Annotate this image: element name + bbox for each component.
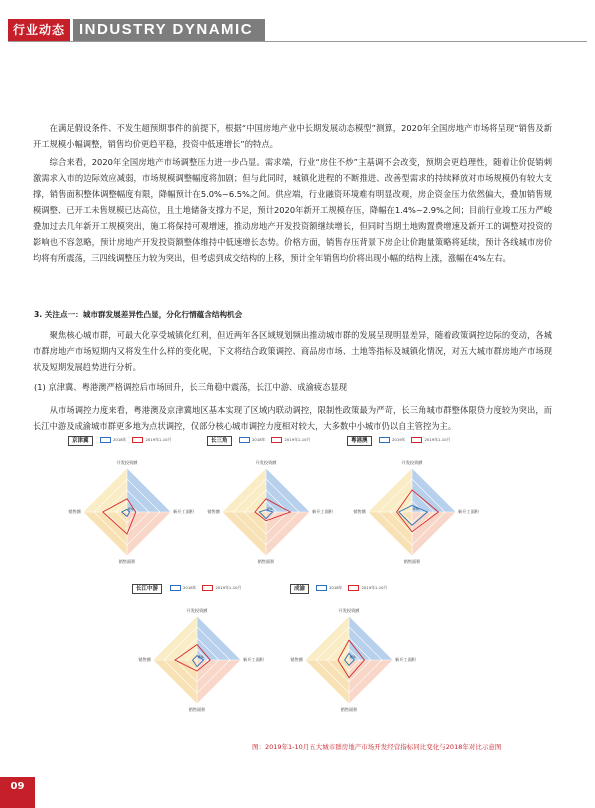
axis-label-top: 开发投资额: [338, 608, 360, 613]
axis-label-bottom: 销售面积: [257, 559, 275, 564]
legend-label: 2018年: [113, 437, 127, 442]
chart-legend: [379, 437, 450, 443]
paragraph-4: 从市场调控力度来看，粤港澳及京津冀地区基本实现了区域内联动调控，限制性政策最为严苛，长三角城市群整体限贷力度较为突出，而长江中游及成渝城市群更多地为点状调控，仅部分核心城市调控力度相对较大，大多数中小城市仍以自主管控为主。: [33, 405, 552, 431]
axis-label-left: 销售额: [353, 509, 366, 514]
legend-item: [316, 585, 342, 591]
axis-label-left: 销售额: [138, 657, 151, 662]
chart-legend: [100, 437, 171, 443]
axis-label-right: 新开工面积: [312, 509, 333, 514]
radar-plot: [290, 584, 408, 726]
axis-label-top: 开发投资额: [401, 460, 423, 465]
radar-plot: [347, 436, 477, 578]
axis-label-top: 开发投资额: [186, 608, 208, 613]
legend-item: [411, 437, 450, 443]
axis-label-bottom: 销售面积: [403, 559, 421, 564]
legend-swatch: [316, 585, 327, 591]
axis-label-left: 销售额: [68, 509, 81, 514]
center-label: 0%: [413, 507, 419, 511]
legend-swatch: [411, 437, 422, 443]
legend-label: 2019年: [392, 437, 406, 442]
radar-plot: [207, 436, 325, 578]
legend-swatch: [170, 585, 181, 591]
intro-block: [33, 120, 552, 266]
axis-label-bottom: 销售面积: [118, 559, 136, 564]
legend-label: 2019年1-10月: [284, 437, 311, 442]
paragraph-1: 在满足假设条件、不发生超预期事件的前提下，根据“中国房地产业中长期发展动态模型”测算，2020年全国房地产市场将呈现“销售及新开工规模小幅调整，销售均价更趋平稳，投资中低速增长”的特点。: [33, 123, 552, 149]
radar-plot: [132, 584, 262, 726]
legend-label: 2019年1-10月: [145, 437, 172, 442]
legend-label: 2019年1-10月: [361, 585, 388, 590]
legend-label: 2019年1-10月: [215, 585, 242, 590]
legend-swatch: [379, 437, 390, 443]
radar-chart: [207, 436, 333, 578]
axis-label-bottom: 销售面积: [188, 707, 206, 712]
chart-legend: [239, 437, 310, 443]
legend-swatch: [202, 585, 213, 591]
legend-label: 2018年: [183, 585, 197, 590]
radar-chart: [290, 584, 416, 726]
legend-label: 2018年: [329, 585, 343, 590]
legend-item: [132, 437, 171, 443]
radar-chart: [68, 436, 194, 578]
page-number: 09: [0, 777, 35, 808]
chart-title: 京津冀: [68, 436, 93, 446]
radar-chart: [132, 584, 262, 726]
paragraph-2: 综合来看，2020年全国房地产市场调整压力进一步凸显。需求端，行业“房住不炒”主基调不会改变，预期会更趋理性，随着让价促销刺激需求入市的边际效应减弱，市场规模调整幅度将加剧；但与此同时，城镇化进程的不断推进、改善型需求的持续释放对市场规模仍有较大支撑，销售面积整体调整幅度有限，降幅预计在5.0%~6.5%之间。供应端，行业融资环境难有明显改观，房企资金压力依然偏大，叠加销售规模调整、已开工未售规模已达高位，且土地储备支撑力不足，预计2020年新开工规模存压，降幅在1.4%~2.9%之间；目前行业竣工压力严峻叠加过去几年新开工规模突出，施工将保持可观增速，推动房地产开发投资额继续增长，但同时当期土地购置费增速及新开工的调整对投资的影响也不容忽略，预计房地产开发投资额整体维持中低速增长态势。价格方面，销售存压背景下房企让价跑量策略将延续，预计各线城市房价均将有所震荡，三四线调整压力较为突出，但考虑到成交结构的上移，预计全年销售均价将出现小幅的结构上涨，涨幅在4%左右。: [33, 157, 552, 263]
chart-legend: [316, 585, 387, 591]
legend-item: [100, 437, 126, 443]
center-label: 0%: [350, 655, 356, 659]
paragraph-3: 聚焦核心城市群，可最大化享受城镇化红利，但近两年各区域规划频出推动城市群的发展呈现明显差异，随着政策调控边际的变动，各城市群房地产市场短期内又将发生什么样的变化呢，下文将结合政策调控、商品房市场、土地等指标及城镇化情况，对五大城市群房地产市场现状及短期发展趋势进行分析。: [33, 330, 552, 372]
chart-title: 长三角: [207, 436, 232, 446]
axis-label-bottom: 销售面积: [340, 707, 358, 712]
axis-label-right: 新开工面积: [458, 509, 479, 514]
center-label: 0%: [198, 655, 204, 659]
legend-swatch: [239, 437, 250, 443]
legend-item: [170, 585, 196, 591]
section-title-cn: 行业动态: [8, 19, 70, 41]
legend-item: [239, 437, 265, 443]
legend-item: [202, 585, 241, 591]
center-label: 0%: [267, 507, 273, 511]
legend-label: 2018年: [252, 437, 266, 442]
paragraph-4-block: [33, 402, 552, 434]
legend-item: [379, 437, 405, 443]
legend-item: [271, 437, 310, 443]
axis-label-left: 销售额: [290, 657, 303, 662]
axis-label-right: 新开工面积: [395, 657, 416, 662]
axis-label-left: 销售额: [207, 509, 220, 514]
axis-label-top: 开发投资额: [255, 460, 277, 465]
axis-label-top: 开发投资额: [116, 460, 138, 465]
radar-plot: [68, 436, 186, 578]
section-header: [8, 19, 265, 41]
radar-chart: [347, 436, 477, 578]
legend-swatch: [271, 437, 282, 443]
legend-swatch: [100, 437, 111, 443]
axis-label-right: 新开工面积: [173, 509, 194, 514]
section-title-en: INDUSTRY DYNAMIC: [73, 19, 265, 41]
figure-caption: 图：2019年1-10月五大城市群房地产市场开发经营指标同比变化与2018年对比示意图: [252, 743, 502, 751]
section-heading: 3. 关注点一：城市群发展差异性凸显，分化行情蕴含结构机会: [34, 310, 243, 319]
legend-label: 2019年1-10月: [424, 437, 451, 442]
chart-title: 长江中游: [132, 584, 162, 594]
subheading: (1) 京津冀、粤港澳严格调控后市场回升，长三角稳中震荡，长江中游、成渝疲态显现: [34, 382, 348, 392]
legend-item: [348, 585, 387, 591]
legend-swatch: [132, 437, 143, 443]
chart-legend: [170, 585, 241, 591]
chart-title: 粤港澳: [347, 436, 372, 446]
legend-swatch: [348, 585, 359, 591]
center-label: 0%: [128, 507, 134, 511]
header-divider: [8, 41, 587, 42]
axis-label-right: 新开工面积: [243, 657, 264, 662]
chart-title: 成渝: [290, 584, 309, 594]
paragraph-3-block: [33, 327, 552, 375]
